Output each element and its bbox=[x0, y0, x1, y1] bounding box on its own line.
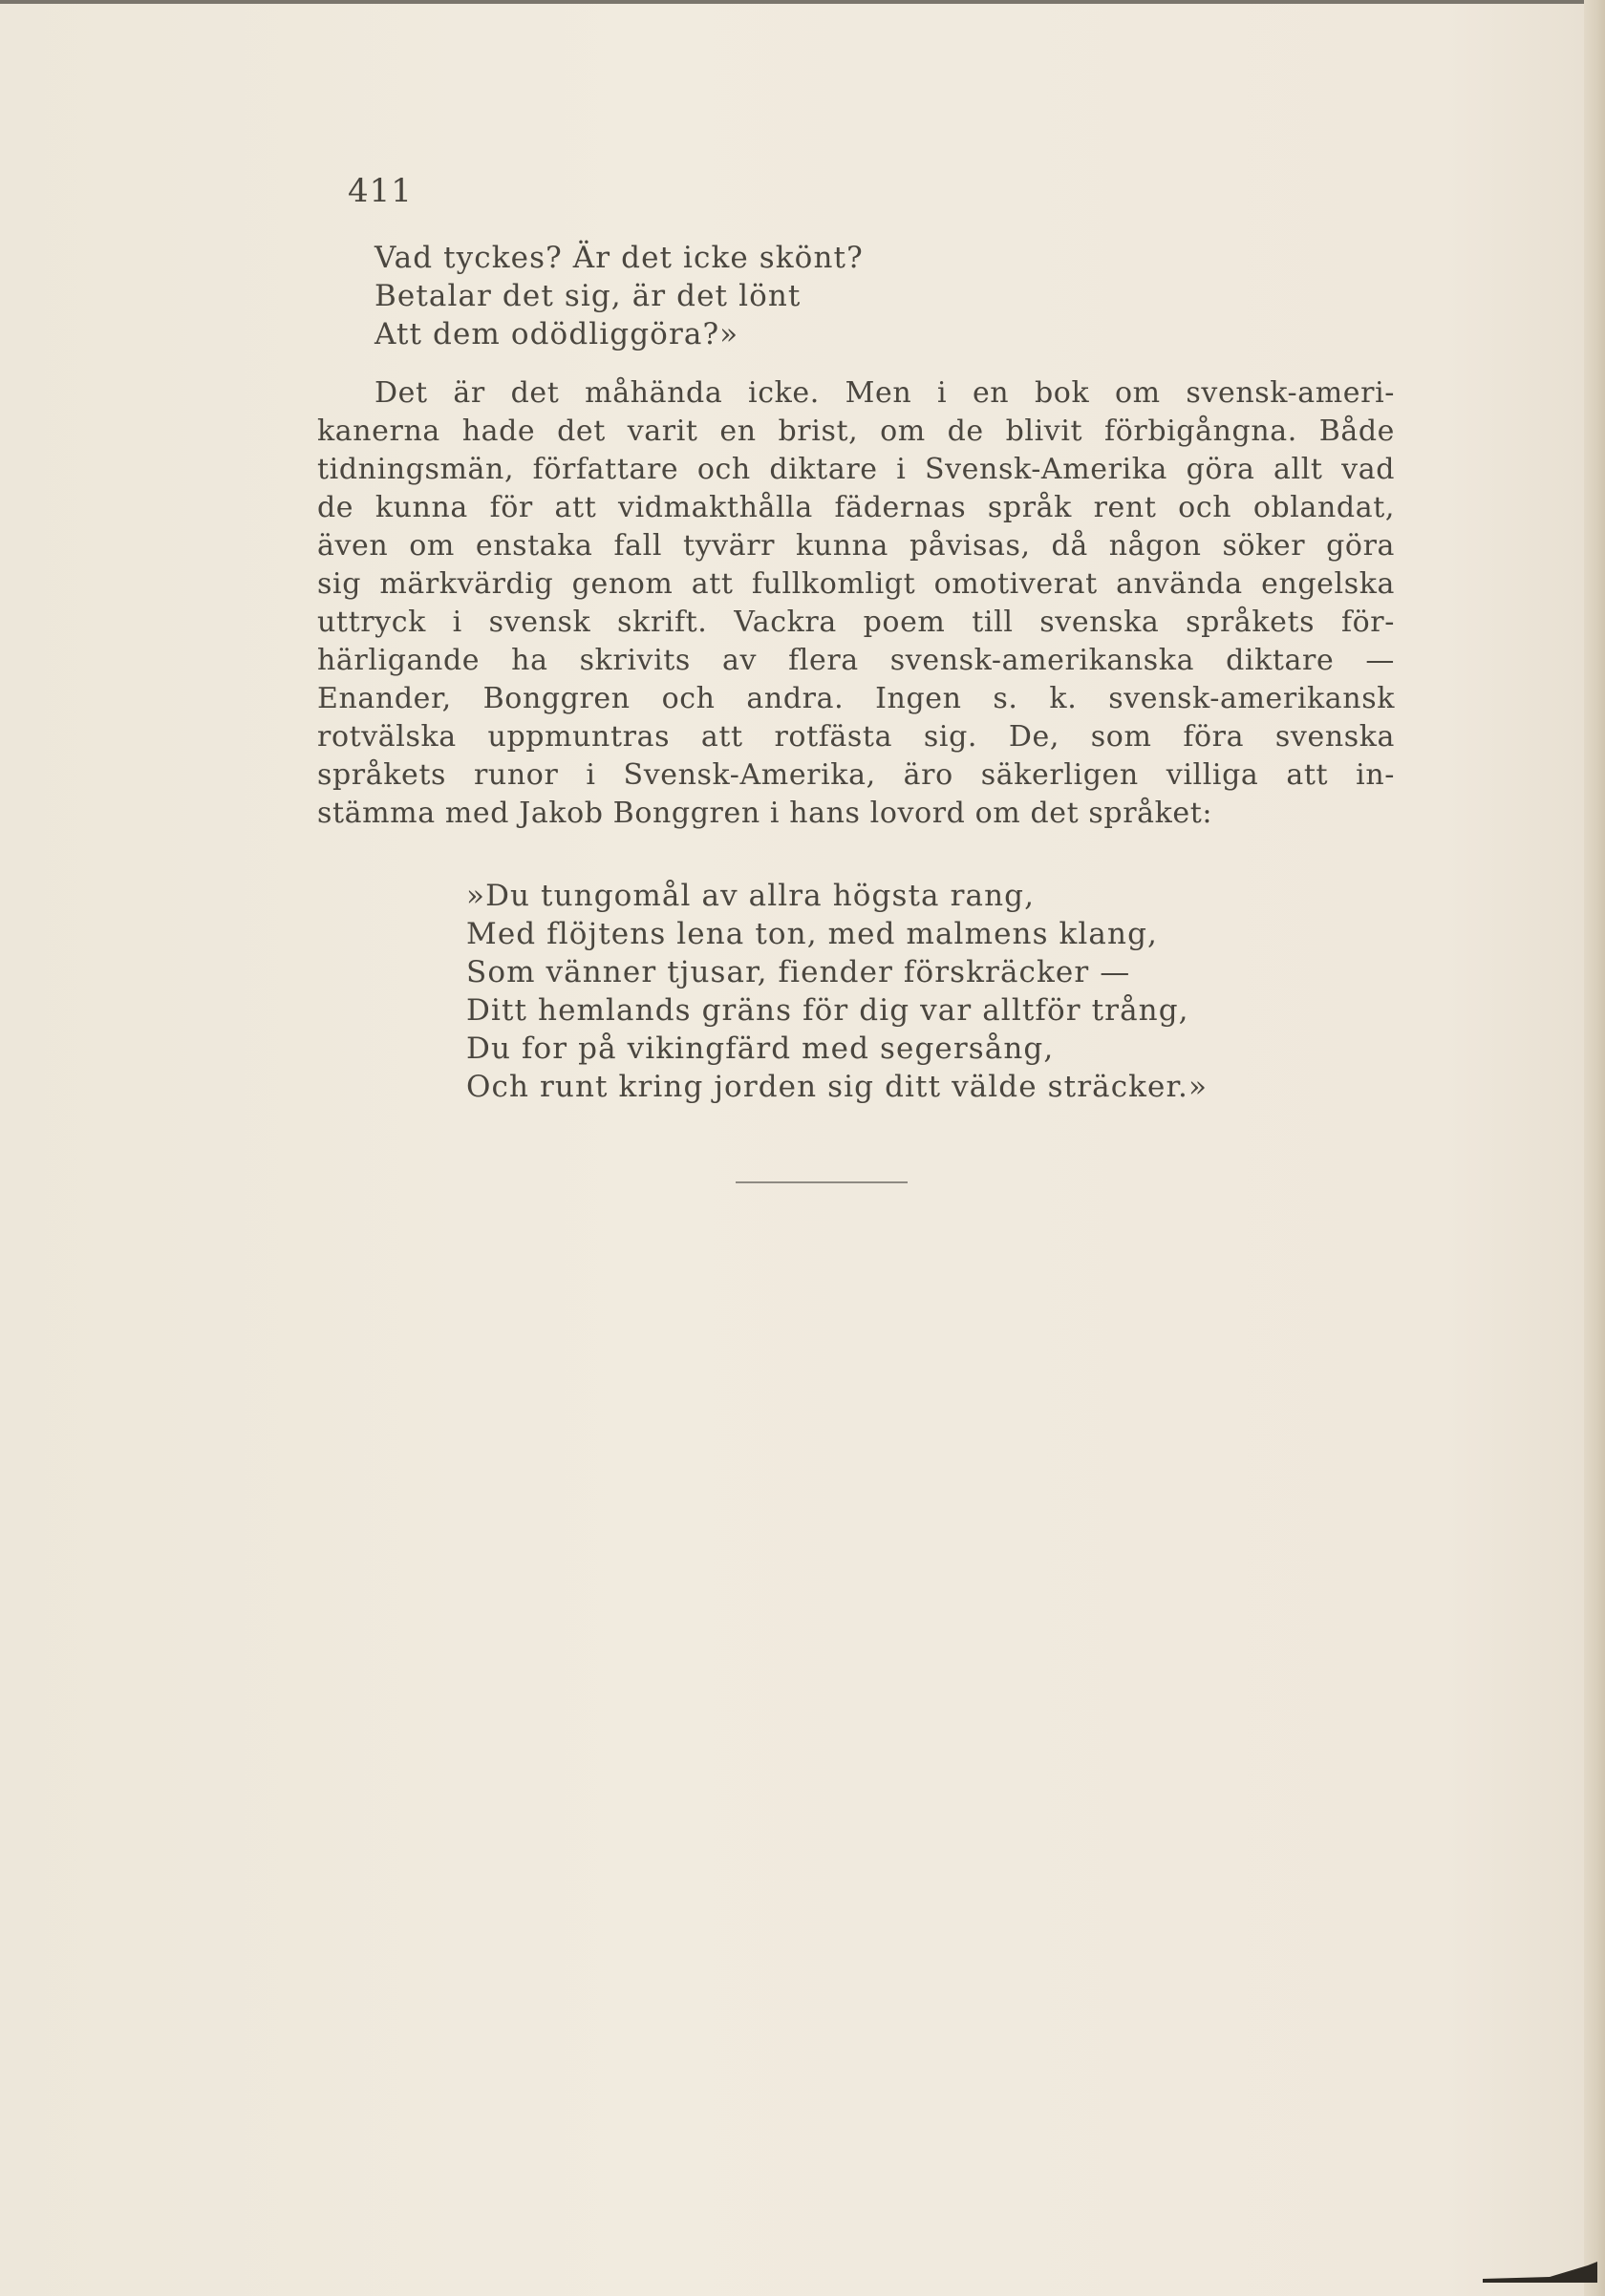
page-corner-shadow bbox=[1483, 2262, 1597, 2283]
verse-line: Och runt kring jorden sig ditt välde sträcker.» bbox=[466, 1070, 1209, 1104]
paragraph-line: rotvälska uppmuntras att rotfästa sig. De, som föra svenska bbox=[317, 720, 1395, 754]
verse-line: Du for på vikingfärd med segersång, bbox=[466, 1031, 1055, 1066]
section-divider bbox=[736, 1181, 908, 1183]
body-paragraph bbox=[317, 374, 1395, 833]
paragraph-line: kanerna hade det varit en brist, om de blivit förbigångna. Både bbox=[317, 415, 1395, 448]
paragraph-line: härligande ha skrivits av flera svensk-amerikanska diktare — bbox=[317, 644, 1395, 677]
verse-line: Med flöjtens lena ton, med malmens klang, bbox=[466, 917, 1158, 951]
verse-line: »Du tungomål av allra högsta rang, bbox=[466, 879, 1036, 913]
verse-line: Som vänner tjusar, fiender förskräcker — bbox=[466, 955, 1131, 989]
verse-line: Ditt hemlands gräns för dig var alltför trång, bbox=[466, 993, 1189, 1028]
top-page-edge bbox=[0, 0, 1605, 4]
closing-verse bbox=[466, 877, 1208, 1106]
right-page-edge bbox=[1584, 0, 1605, 2296]
paragraph-line: tidningsmän, författare och diktare i Svensk-Amerika göra allt vad bbox=[317, 453, 1395, 486]
paragraph-line: stämma med Jakob Bonggren i hans lovord om det språket: bbox=[317, 797, 1213, 830]
paragraph-line: språkets runor i Svensk-Amerika, äro säkerligen villiga att in- bbox=[317, 758, 1395, 792]
page-number: 411 bbox=[348, 172, 413, 210]
paragraph-line: de kunna för att vidmakthålla fädernas språk rent och oblandat, bbox=[317, 491, 1395, 524]
paragraph-line: Det är det måhända icke. Men i en bok om svensk-ameri- bbox=[374, 376, 1395, 410]
verse-line: Vad tyckes? Är det icke skönt? bbox=[374, 241, 864, 275]
verse-line: Betalar det sig, är det lönt bbox=[374, 279, 802, 313]
opening-verse bbox=[374, 239, 864, 353]
paragraph-line: sig märkvärdig genom att fullkomligt omotiverat använda engelska bbox=[317, 567, 1395, 601]
paragraph-line: Enander, Bonggren och andra. Ingen s. k. svensk-amerikansk bbox=[317, 682, 1395, 715]
paragraph-line: även om enstaka fall tyvärr kunna påvisas, då någon söker göra bbox=[317, 529, 1395, 563]
verse-line: Att dem odödliggöra?» bbox=[374, 317, 739, 351]
paragraph-line: uttryck i svensk skrift. Vackra poem till svenska språkets för- bbox=[317, 606, 1395, 639]
